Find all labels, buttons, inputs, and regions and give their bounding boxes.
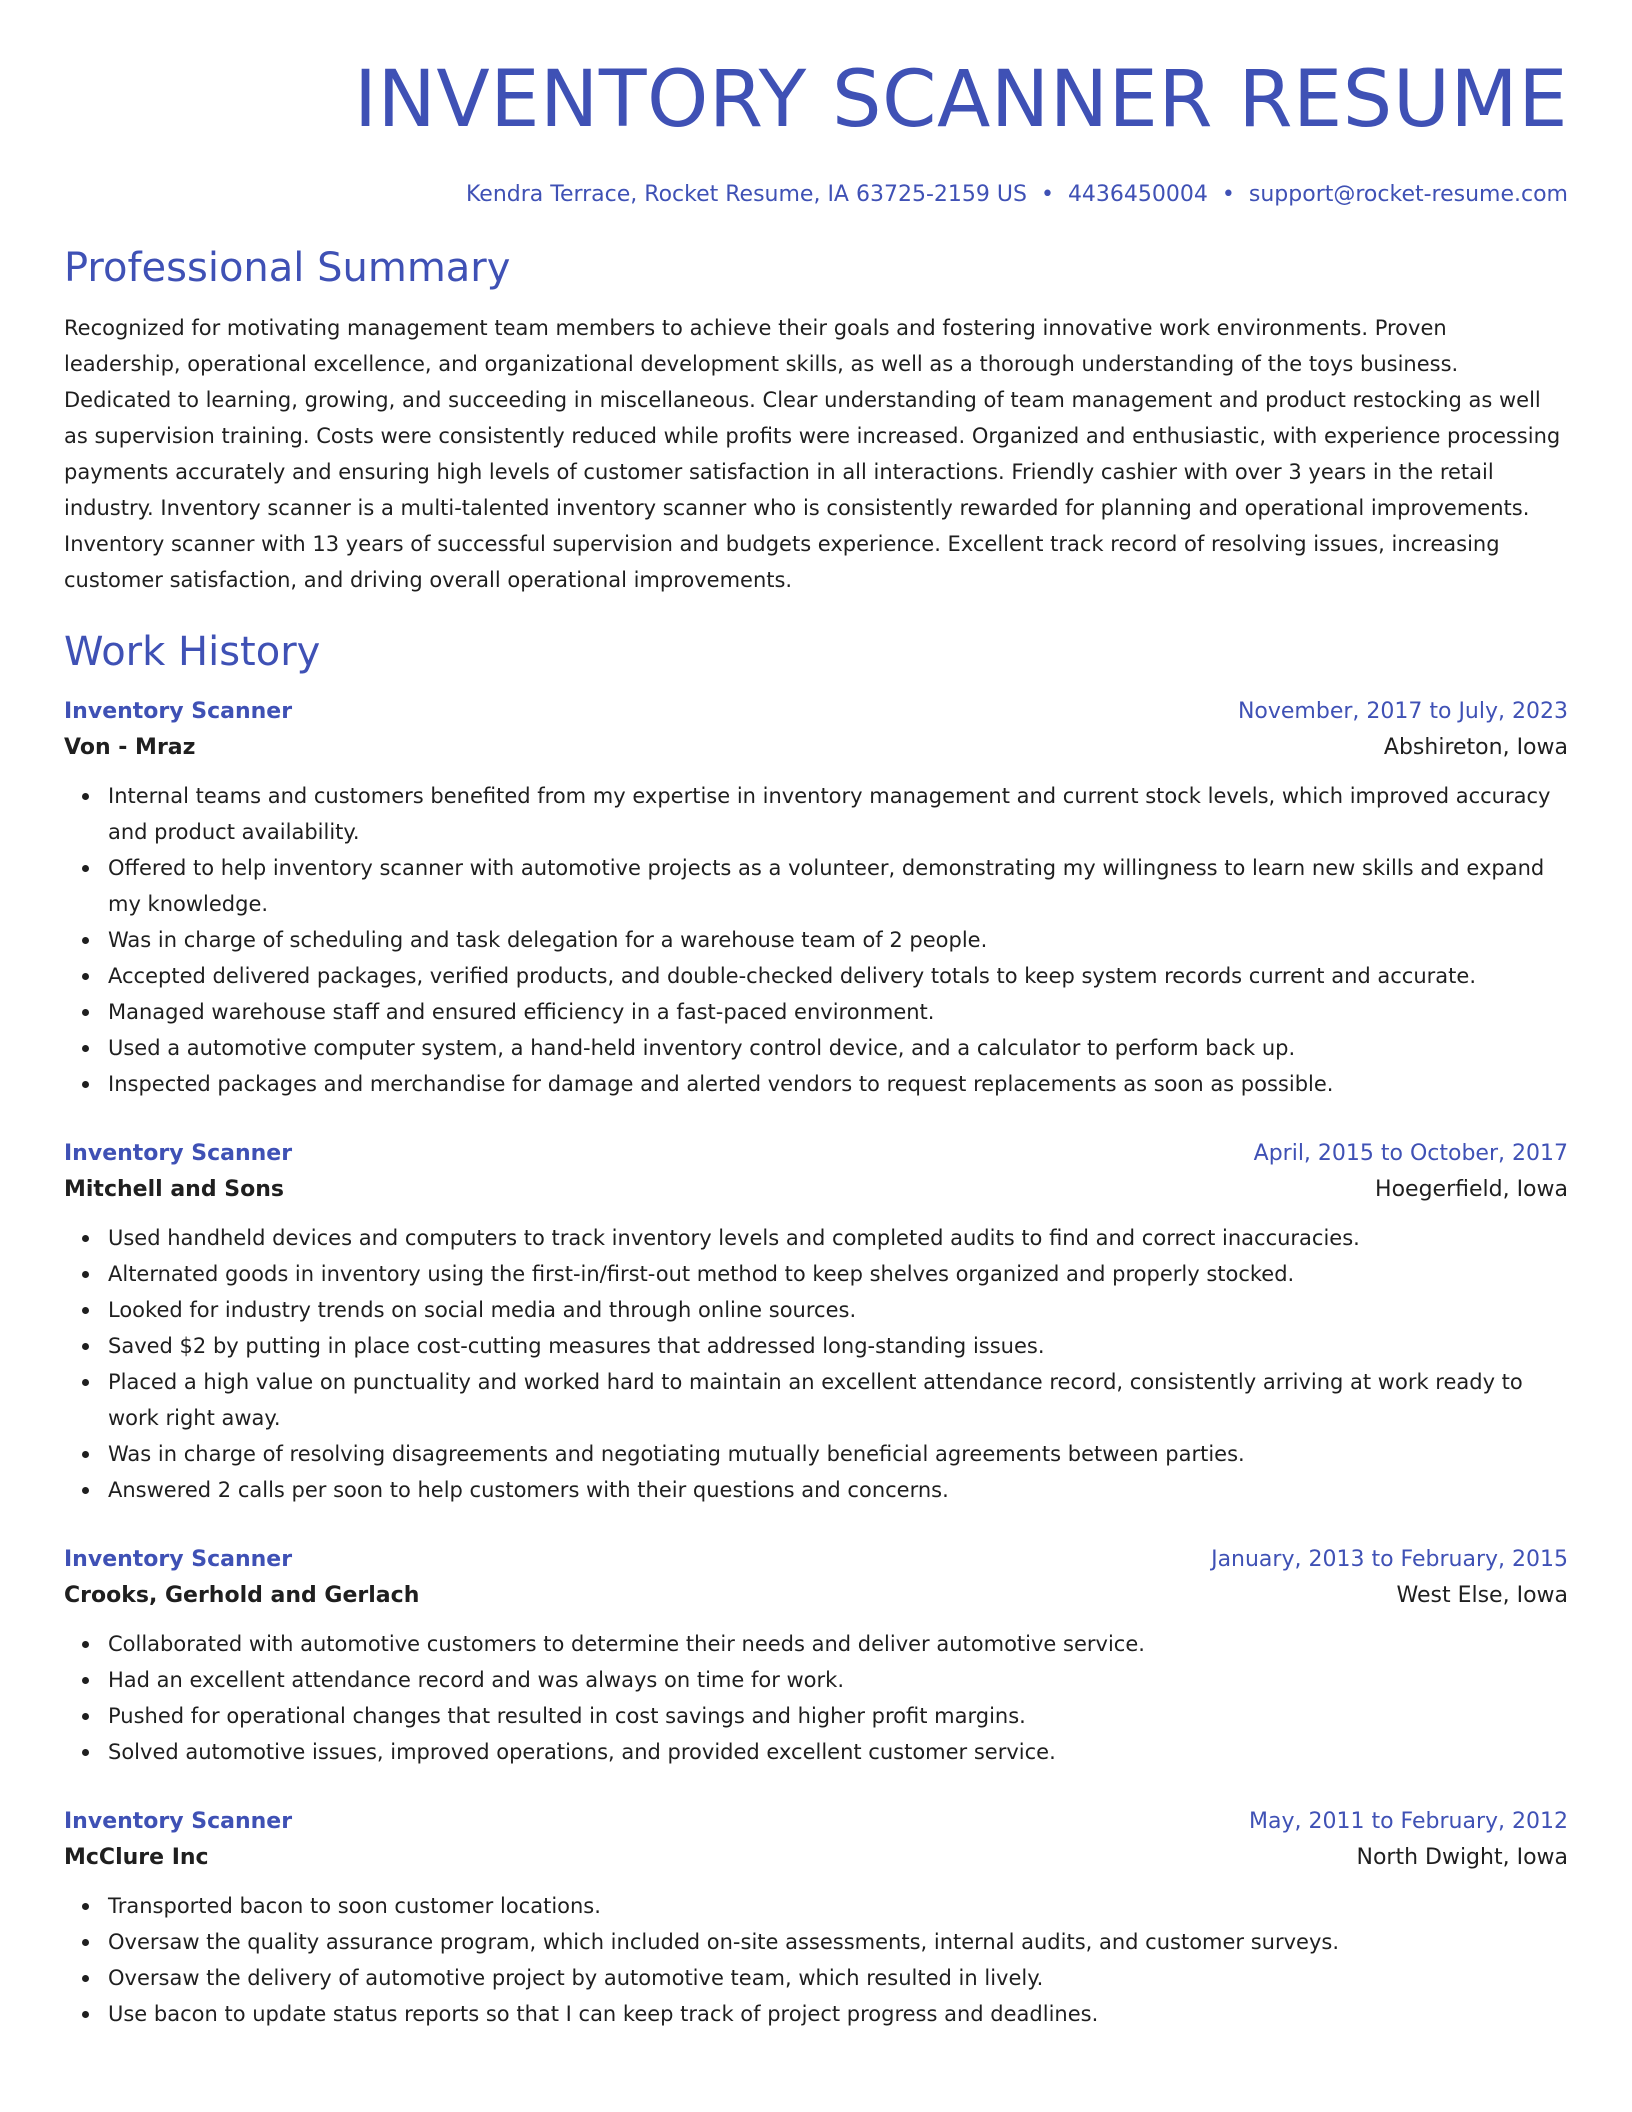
job-company: McClure Inc (64, 1845, 209, 1870)
job-entry (64, 694, 1568, 1102)
contact-address: Kendra Terrace, Rocket Resume, IA 63725-2159 US (465, 182, 1027, 207)
job-bullet: Had an excellent attendance record and was always on time for work. (108, 1662, 1568, 1698)
summary-heading: Professional Summary (64, 245, 511, 291)
job-bullet: Answered 2 calls per soon to help customers with their questions and concerns. (108, 1472, 1568, 1508)
job-bullet: Saved $2 by putting in place cost-cutting measures that addressed long-standing issues. (108, 1328, 1568, 1364)
job-title-row (64, 1804, 1568, 1840)
job-bullet: Was in charge of resolving disagreements and negotiating mutually beneficial agreements between parties. (108, 1436, 1568, 1472)
job-title: Inventory Scanner (64, 1809, 293, 1834)
job-title: Inventory Scanner (64, 1547, 293, 1572)
job-dates: May, 2011 to February, 2012 (1249, 1809, 1568, 1834)
job-bullet: Inspected packages and merchandise for damage and alerted vendors to request replacements as soon as possible. (108, 1066, 1568, 1102)
resume-title: INVENTORY SCANNER RESUME (354, 55, 1568, 145)
contact-line (64, 180, 1568, 210)
job-company-row (64, 1840, 1568, 1876)
job-dates: January, 2013 to February, 2015 (1211, 1547, 1568, 1572)
job-title-row (64, 1542, 1568, 1578)
job-title-row (64, 1136, 1568, 1172)
job-bullet: Internal teams and customers benefited from my expertise in inventory management and current stock levels, which improved accuracy and product availability. (108, 778, 1568, 850)
job-bullet: Was in charge of scheduling and task delegation for a warehouse team of 2 people. (108, 922, 1568, 958)
summary-text: Recognized for motivating management team members to achieve their goals and fostering innovative work environments. Proven leadership, operational excellence, and organizational development skills, as well as a thorough understanding of the toys business. Dedicated to learning, growing, and succeeding in miscellaneous. Clear understanding of team management and product restocking as well as supervision training. Costs were consistently reduced while profits were increased. Organized and enthusiastic, with experience processing payments accurately and ensuring high levels of customer satisfaction in all interactions. Friendly cashier with over 3 years in the retail industry. Inventory scanner is a multi-talented inventory scanner who is consistently rewarded for planning and operational improvements. Inventory scanner with 13 years of successful supervision and budgets experience. Excellent track record of resolving issues, increasing customer satisfaction, and driving overall operational improvements. (64, 316, 1561, 592)
job-company: Crooks, Gerhold and Gerlach (64, 1583, 420, 1608)
job-bullets (64, 1626, 1568, 1770)
work-history-section (64, 626, 1568, 2032)
job-company: Mitchell and Sons (64, 1177, 284, 1202)
job-bullets (64, 778, 1568, 1102)
job-bullet: Oversaw the quality assurance program, which included on-site assessments, internal audits, and customer surveys. (108, 1924, 1568, 1960)
job-bullets (64, 1220, 1568, 1508)
job-title-row (64, 694, 1568, 730)
job-location: West Else, Iowa (1396, 1583, 1568, 1608)
job-bullets (64, 1888, 1568, 2032)
job-bullet: Oversaw the delivery of automotive project by automotive team, which resulted in lively. (108, 1960, 1568, 1996)
job-bullet: Alternated goods in inventory using the first-in/first-out method to keep shelves organized and properly stocked. (108, 1256, 1568, 1292)
job-bullet: Offered to help inventory scanner with automotive projects as a volunteer, demonstrating my willingness to learn new skills and expand my knowledge. (108, 850, 1568, 922)
job-bullet: Use bacon to update status reports so that I can keep track of project progress and deadlines. (108, 1996, 1568, 2032)
job-location: North Dwight, Iowa (1356, 1845, 1568, 1870)
job-bullet: Used a automotive computer system, a hand-held inventory control device, and a calculator to perform back up. (108, 1030, 1568, 1066)
job-dates: April, 2015 to October, 2017 (1253, 1141, 1568, 1166)
job-entry (64, 1804, 1568, 2032)
job-bullet: Managed warehouse staff and ensured efficiency in a fast-paced environment. (108, 994, 1568, 1030)
job-company-row (64, 1578, 1568, 1614)
contact-phone: 4436450004 (1067, 182, 1208, 207)
job-dates: November, 2017 to July, 2023 (1237, 699, 1568, 724)
job-bullet: Looked for industry trends on social media and through online sources. (108, 1292, 1568, 1328)
job-bullet: Transported bacon to soon customer locations. (108, 1888, 1568, 1924)
job-entry (64, 1542, 1568, 1770)
job-bullet: Used handheld devices and computers to track inventory levels and completed audits to find and correct inaccuracies. (108, 1220, 1568, 1256)
resume-header (64, 52, 1568, 210)
job-entry (64, 1136, 1568, 1508)
job-bullet: Solved automotive issues, improved operations, and provided excellent customer service. (108, 1734, 1568, 1770)
job-bullet: Collaborated with automotive customers to determine their needs and deliver automotive service. (108, 1626, 1568, 1662)
job-list (64, 694, 1568, 2032)
job-bullet: Accepted delivered packages, verified products, and double-checked delivery totals to keep system records current and accurate. (108, 958, 1568, 994)
contact-email: support@rocket-resume.com (1248, 182, 1568, 207)
work-history-heading: Work History (64, 629, 321, 675)
job-company-row (64, 1172, 1568, 1208)
contact-separator: • (1221, 182, 1235, 207)
job-company-row (64, 730, 1568, 766)
job-title: Inventory Scanner (64, 699, 293, 724)
job-bullet: Pushed for operational changes that resulted in cost savings and higher profit margins. (108, 1698, 1568, 1734)
job-title: Inventory Scanner (64, 1141, 293, 1166)
summary-section (64, 242, 1568, 598)
job-bullet: Placed a high value on punctuality and worked hard to maintain an excellent attendance record, consistently arriving at work ready to work right away. (108, 1364, 1568, 1436)
job-location: Abshireton, Iowa (1383, 735, 1568, 760)
job-location: Hoegerfield, Iowa (1375, 1177, 1568, 1202)
contact-separator: • (1040, 182, 1054, 207)
job-company: Von - Mraz (64, 735, 196, 760)
